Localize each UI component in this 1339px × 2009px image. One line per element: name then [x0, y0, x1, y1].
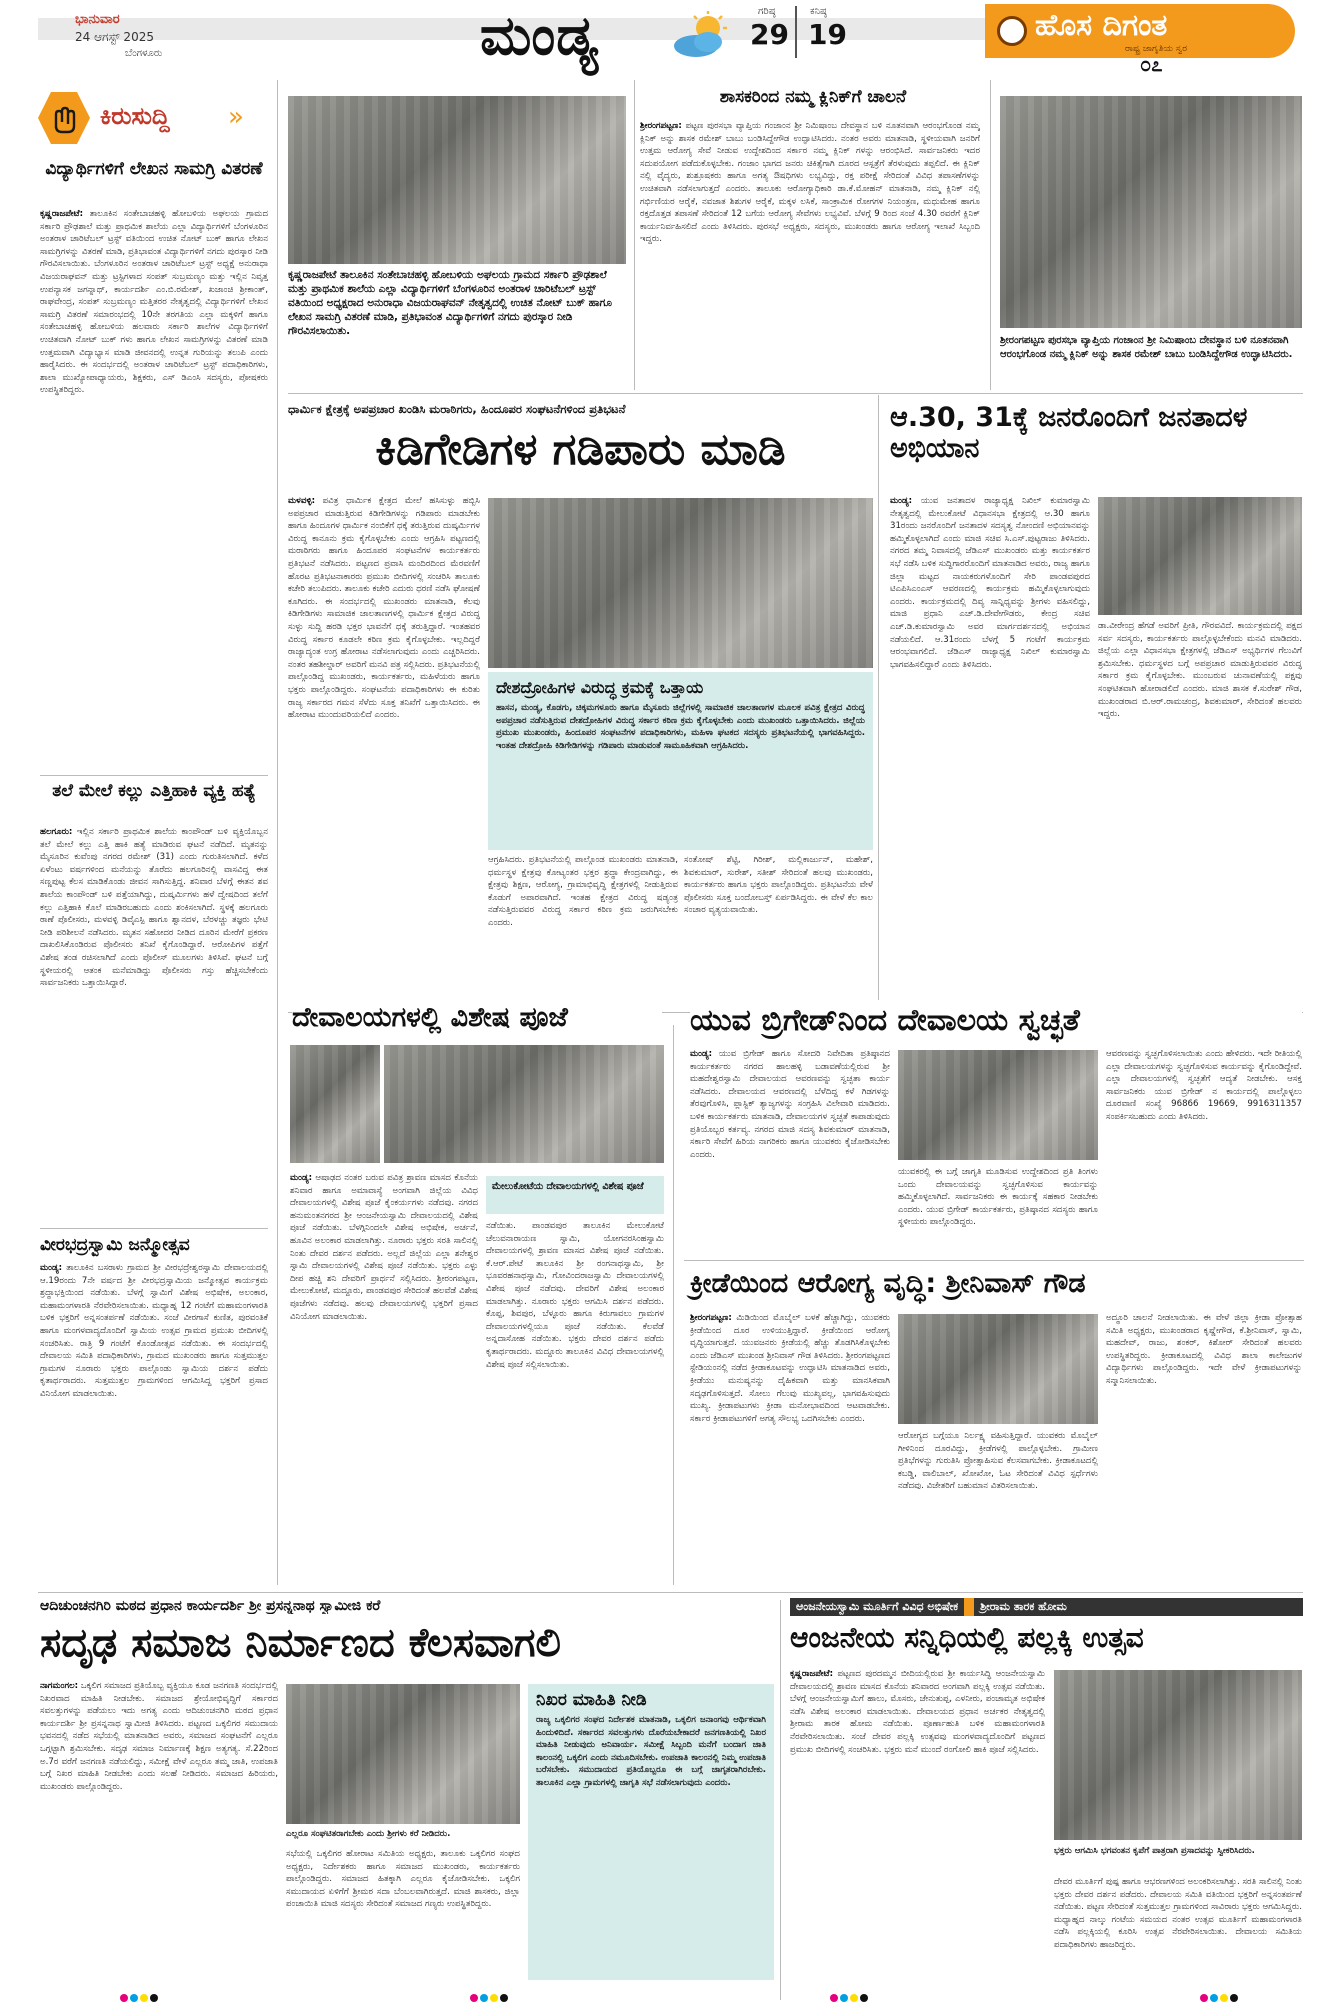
protest-box-body: ಹಾಸನ, ಮಂಡ್ಯ, ಕೊಡಗು, ಚಿಕ್ಕಮಗಳೂರು ಹಾಗೂ ಮೈಸೂರು ಜಿಲ್ಲೆಗಳಲ್ಲಿ ಸಾಮಾಜಿಕ ಜಾಲತಾಣಗಳ ಮೂಲಕ ಪವಿತ್ರ ಕ್ಷೇತ್ರದ ವಿರುದ್ಧ ಅಪಪ್ರಚಾರ ನಡೆಸುತ್ತಿರುವ ದೇಶದ್ರೋಹಿಗಳ ವಿರುದ್ಧ ಸರ್ಕಾರ ಕಠಿಣ ಕ್ರಮ ಕೈಗೊಳ್ಳಬೇಕು ಎಂದು ಮುಖಂಡರು ಒತ್ತಾಯಿಸಿದರು. ಜಿಲ್ಲೆಯ ಪ್ರಮುಖ ಮುಖಂಡರು, ಹಿಂದೂಪರ ಸಂಘಟನೆಗಳ ಪದಾಧಿಕಾರಿಗಳು, ಮಹಿಳಾ ಘಟಕದ ಸದಸ್ಯರು ಪ್ರತಿಭಟನೆಯಲ್ಲಿ ಭಾಗವಹಿಸಿದ್ದರು. ಇಂತಹ ದೇಶದ್ರೋಹಿ ಕಿಡಿಗೇಡಿಗಳನ್ನು ಗಡಿಪಾರು ಮಾಡುವಂತೆ ಸಾಮೂಹಿಕವಾಗಿ ಆಗ್ರಹಿಸಿದರು. — [496, 703, 865, 751]
swamiji-box-body: ರಾಜ್ಯ ಒಕ್ಕಲಿಗರ ಸಂಘದ ನಿರ್ದೇಶಕ ಮಾತನಾಡಿ, ಒಕ್ಕಲಿಗ ಜನಾಂಗವು ಆರ್ಥಿಕವಾಗಿ ಹಿಂದುಳಿದಿದೆ. ಸರ್ಕಾರದ ಸವಲತ್ತುಗಳು ದೊರೆಯಬೇಕಾದರೆ ಜನಗಣತಿಯಲ್ಲಿ ನಿಖರ ಮಾಹಿತಿ ನೀಡುವುದು ಅನಿವಾರ್ಯ. ಸಮೀಕ್ಷೆ ಸಿಬ್ಬಂದಿ ಮನೆಗೆ ಬಂದಾಗ ಜಾತಿ ಕಾಲಂನಲ್ಲಿ ಒಕ್ಕಲಿಗ ಎಂದು ನಮೂದಿಸಬೇಕು. ಉಪಜಾತಿ ಕಾಲಂನಲ್ಲಿ ನಿಮ್ಮ ಉಪಜಾತಿ ಬರೆಸಬೇಕು. ಸಮುದಾಯದ ಪ್ರತಿಯೊಬ್ಬರೂ ಈ ಬಗ್ಗೆ ಜಾಗೃತರಾಗಿರಬೇಕು. ತಾಲೂಕಿನ ಎಲ್ಲಾ ಗ್ರಾಮಗಳಲ್ಲಿ ಜಾಗೃತಿ ಸಭೆ ನಡೆಸಲಾಗುವುದು ಎಂದರು. — [536, 1715, 766, 1788]
sports-body-3: ಅದ್ಧೂರಿ ಚಾಲನೆ ನೀಡಲಾಯಿತು. ಈ ವೇಳೆ ಜಿಲ್ಲಾ ಕ್ರೀಡಾ ಪ್ರೋತ್ಸಾಹ ಸಮಿತಿ ಅಧ್ಯಕ್ಷರು, ಮುಖಂಡರಾದ ಕೃಷ್ಣೇಗೌಡ, ಕೆ.ಶ್ರೀನಿವಾಸ್, ಸ್ವಾಮಿ, ಮಹದೇವ್, ರಾಜು, ಶಂಕರ್, ಕಿಶೋರ್ ಸೇರಿದಂತೆ ಹಲವರು ಉಪಸ್ಥಿತರಿದ್ದರು. ಕ್ರೀಡಾಕೂಟದಲ್ಲಿ ವಿವಿಧ ಶಾಲಾ ಕಾಲೇಜುಗಳ ವಿದ್ಯಾರ್ಥಿಗಳು ಪಾಲ್ಗೊಂಡಿದ್ದರು. ಇದೇ ವೇಳೆ ಕ್ರೀಡಾಪಟುಗಳನ್ನು ಸನ್ಮಾನಿಸಲಾಯಿತು. — [1106, 1313, 1302, 1386]
palanquin-headline: ಆಂಜನೇಯ ಸನ್ನಿಧಿಯಲ್ಲಿ ಪಲ್ಲಕ್ಕಿ ಉತ್ಸವ — [790, 1621, 1144, 1654]
col1-story3-headline: ವೀರಭದ್ರಸ್ವಾಮಿ ಜನ್ಮೋತ್ಸವ — [40, 1235, 190, 1255]
col1-story1-body: ಕೃಷ್ಣರಾಜಪೇಟೆ: ತಾಲೂಕಿನ ಸಂತೇಬಾಚಹಳ್ಳಿ ಹೋಬಳಿಯ ಅಘಲಯ ಗ್ರಾಮದ ಸರ್ಕಾರಿ ಪ್ರೌಢಶಾಲೆ ಮತ್ತು ಪ್ರಾಥಮಿಕ ಶಾಲೆಯ ಎಲ್ಲಾ ವಿದ್ಯಾರ್ಥಿಗಳಿಗೆ ಬೆಂಗಳೂರಿನ ಅಂತರಾಳ ಚಾರಿಟೆಬಲ್ ಟ್ರಸ್ಟ್ ವತಿಯಿಂದ ಉಚಿತ ನೋಟ್ ಬುಕ್ ಹಾಗೂ ಲೇಖನ ಸಾಮಗ್ರಿಗಳನ್ನು ವಿತರಣೆ ಮಾಡಿ, ಪ್ರತಿಭಾವಂತ ವಿದ್ಯಾರ್ಥಿಗಳಿಗೆ ನಗದು ಪುರಸ್ಕಾರ ನೀಡಿ ಗೌರವಿಸಲಾಯಿತು. ಬೆಂಗಳೂರಿನ ಅಂತರಾಳ ಚಾರಿಟೆಬಲ್ ಟ್ರಸ್ಟ್ ಅಧ್ಯಕ್ಷೆ ಅನುರಾಧಾ ವಿಜಯರಾಘವನ್ ಮತ್ತು ಟ್ರಸ್ಟಿಗಳಾದ ಸಂಪತ್ ಸುಬ್ರಮಣ್ಯಂ ಮತ್ತು ಇಲ್ಲಿನ ನಿವೃತ್ತ ಉಪನ್ಯಾಸಕ ಜಗನ್ನಾಥ್, ಕಾರ್ಯದರ್ಶಿ ಎಂ.ಬಿ.ರಮೇಶ್, ಖಜಾಂಚಿ ಶ್ರೀಕಾಂತ್, ರಾಘವೇಂದ್ರ, ಸಂಪತ್ ಸುಬ್ರಮಣ್ಯಂ ಮತ್ತಿತರರ ನೇತೃತ್ವದಲ್ಲಿ ವಿದ್ಯಾರ್ಥಿಗಳಿಗೆ ಲೇಖನ ಸಾಮಗ್ರಿ ವಿತರಣೆ ಸಮಾರಂಭದಲ್ಲಿ 10ನೇ ತರಗತಿಯ ಎಲ್ಲಾ ಮಕ್ಕಳಿಗೆ ಹಾಗೂ ಸಂತೇಬಾಚಹಳ್ಳಿ ಹೋಬಳಿಯ ಹಲವಾರು ಸರ್ಕಾರಿ ಶಾಲೆಗಳ ವಿದ್ಯಾರ್ಥಿಗಳಿಗೆ ಉಚಿತವಾಗಿ ನೋಟ್ ಬುಕ್ ಗಳು ಹಾಗೂ ಲೇಖನ ಸಾಮಗ್ರಿಗಳನ್ನು ವಿತರಣೆ ಮಾಡಿ ಉತ್ತಮವಾಗಿ ವಿದ್ಯಾಭ್ಯಾಸ ಮಾಡಿ ಜೀವನದಲ್ಲಿ ಉನ್ನತ ಗುರಿಯನ್ನು ತಲುಪಿ ಎಂದು ಹಾರೈಸಿದರು. ಈ ಸಂದರ್ಭದಲ್ಲಿ ಅಂತರಾಳ ಚಾರಿಟೆಬಲ್ ಟ್ರಸ್ಟ್ ಪದಾಧಿಕಾರಿಗಳು, ಶಾಲಾ ಮುಖ್ಯೋಪಾಧ್ಯಾಯರು, ಶಿಕ್ಷಕರು, ಎಸ್ ಡಿಎಂಸಿ ಸದಸ್ಯರು, ಪೋಷಕರು ಉಪಸ್ಥಿತರಿದ್ದರು. — [40, 209, 268, 396]
kirusuddi-title: ಕಿರುಸುದ್ದಿ — [100, 102, 170, 130]
jds-body-2: ಡಾ.ವೀರೇಂದ್ರ ಹೆಗಡೆ ಅವರಿಗೆ ಪ್ರೀತಿ, ಗೌರವವಿದೆ. ಕಾರ್ಯಕ್ರಮದಲ್ಲಿ ಪಕ್ಷದ ಸರ್ವ ಸದಸ್ಯರು, ಕಾರ್ಯಕರ್ತರು ಪಾಲ್ಗೊಳ್ಳಬೇಕೆಂದು ಮನವಿ ಮಾಡಿದರು. ಜಿಲ್ಲೆಯ ಎಲ್ಲಾ ವಿಧಾನಸಭಾ ಕ್ಷೇತ್ರಗಳಲ್ಲಿ ಜೆಡಿಎಸ್ ಅಭ್ಯರ್ಥಿಗಳ ಗೆಲುವಿಗೆ ಶ್ರಮಿಸಬೇಕು. ಧರ್ಮಸ್ಥಳದ ಬಗ್ಗೆ ಅಪಪ್ರಚಾರ ಮಾಡುತ್ತಿರುವವರ ವಿರುದ್ಧ ಸರ್ಕಾರ ಕ್ರಮ ಕೈಗೊಳ್ಳಬೇಕು. ಮುಂಬರುವ ಚುನಾವಣೆಯಲ್ಲಿ ಪಕ್ಷವು ಸಂಘಟಿತವಾಗಿ ಹೋರಾಡಲಿದೆ ಎಂದರು. ಮಾಜಿ ಶಾಸಕ ಕೆ.ಸುರೇಶ್ ಗೌಡ, ಮುಖಂಡರಾದ ಬಿ.ಆರ್.ರಾಮಚಂದ್ರ, ಶಿವಕುಮಾರ್, ಸೇರಿದಂತೆ ಹಲವರು ಇದ್ದರು. — [1098, 621, 1302, 720]
chevrons-icon: » — [228, 102, 244, 132]
registration-marks-3 — [830, 1994, 868, 2002]
jds-body: ಮಂಡ್ಯ: ಯುವ ಜನತಾದಳ ರಾಜ್ಯಾಧ್ಯಕ್ಷ ನಿಖಿಲ್ ಕುಮಾರಸ್ವಾಮಿ ನೇತೃತ್ವದಲ್ಲಿ ಮೇಲುಕೋಟೆ ವಿಧಾನಸಭಾ ಕ್ಷೇತ್ರದಲ್ಲಿ ಆ.30 ಹಾಗೂ 31ರಂದು ಜನರೊಂದಿಗೆ ಜನತಾದಳ ಸದಸ್ಯತ್ವ ನೋಂದಣಿ ಅಭಿಯಾನವನ್ನು ಹಮ್ಮಿಕೊಳ್ಳಲಾಗಿದೆ ಎಂದು ಮಾಜಿ ಸಚಿವ ಸಿ.ಎಸ್.ಪುಟ್ಟರಾಜು ತಿಳಿಸಿದರು. ನಗರದ ತಮ್ಮ ನಿವಾಸದಲ್ಲಿ ಜೆಡಿಎಸ್ ಮುಖಂಡರು ಮತ್ತು ಕಾರ್ಯಕರ್ತರ ಸಭೆ ನಡೆಸಿ ಬಳಿಕ ಸುದ್ದಿಗಾರರೊಂದಿಗೆ ಮಾತನಾಡಿದ ಅವರು, ರಾಜ್ಯ ಹಾಗೂ ಜಿಲ್ಲಾ ಮಟ್ಟದ ನಾಯಕರುಗಳೊಂದಿಗೆ ಸೇರಿ ಪಾಂಡವಪುರದ ಟಿಎಪಿಸಿಎಂಎಸ್ ಆವರಣದಲ್ಲಿ ಕಾರ್ಯಕ್ರಮ ಹಮ್ಮಿಕೊಳ್ಳಲಾಗುವುದು ಎಂದರು. ಕಾರ್ಯಕ್ರಮದಲ್ಲಿ ದಿವ್ಯ ಸಾನ್ನಿಧ್ಯವನ್ನು ಶ್ರೀಗಳು ವಹಿಸಲಿದ್ದು, ಮಾಜಿ ಪ್ರಧಾನಿ ಎಚ್.ಡಿ.ದೇವೇಗೌಡರು, ಕೇಂದ್ರ ಸಚಿವ ಎಚ್.ಡಿ.ಕುಮಾರಸ್ವಾಮಿ ಅವರ ಮಾರ್ಗದರ್ಶನದಲ್ಲಿ ಅಭಿಯಾನ ನಡೆಯಲಿದೆ. ಆ.31ರಂದು ಬೆಳಗ್ಗೆ 5 ಗಂಟೆಗೆ ಕಾರ್ಯಕ್ರಮ ಆರಂಭವಾಗಲಿದೆ. ಜೆಡಿಎಸ್ ರಾಜ್ಯಾಧ್ಯಕ್ಷ ನಿಖಿಲ್ ಕುಮಾರಸ್ವಾಮಿ ಭಾಗವಹಿಸಲಿದ್ದಾರೆ ಎಂದು ತಿಳಿಸಿದರು. — [890, 496, 1090, 670]
protest-body-2: ಆಗ್ರಹಿಸಿದರು. ಪ್ರತಿಭಟನೆಯಲ್ಲಿ ಪಾಲ್ಗೊಂಡ ಮುಖಂಡರು ಮಾತನಾಡಿ, ಧರ್ಮಸ್ಥಳ ಕ್ಷೇತ್ರವು ಕೋಟ್ಯಂತರ ಭಕ್ತರ ಶ್ರದ್ಧಾ ಕೇಂದ್ರವಾಗಿದ್ದು, ಈ ಕ್ಷೇತ್ರವು ಶಿಕ್ಷಣ, ಆರೋಗ್ಯ, ಗ್ರಾಮಾಭಿವೃದ್ಧಿ ಕ್ಷೇತ್ರಗಳಲ್ಲಿ ನೀಡುತ್ತಿರುವ ಕೊಡುಗೆ ಅಪಾರವಾಗಿದೆ. ಇಂತಹ ಕ್ಷೇತ್ರದ ವಿರುದ್ಧ ಷಡ್ಯಂತ್ರ ನಡೆಸುತ್ತಿರುವವರ ವಿರುದ್ಧ ಸರ್ಕಾರ ಕಠಿಣ ಕ್ರಮ ಜರುಗಿಸಬೇಕು ಎಂದರು. — [488, 855, 678, 928]
registration-marks-4 — [1200, 1994, 1238, 2002]
paper-logo — [985, 4, 1295, 58]
logo-emblem-icon — [997, 16, 1027, 46]
protest-kicker: ಧಾರ್ಮಿಕ ಕ್ಷೇತ್ರಕ್ಕೆ ಅಪಪ್ರಚಾರ ಖಂಡಿಸಿ ಮರಾಠಿಗರು, ಹಿಂದೂಪರ ಸಂಘಟನೆಗಳಿಂದ ಪ್ರತಿಭಟನೆ — [288, 402, 626, 416]
protest-headline: ಕಿಡಿಗೇಡಿಗಳ ಗಡಿಪಾರು ಮಾಡಿ — [375, 424, 786, 475]
pooja-photo-1 — [290, 1045, 380, 1163]
temp-max-label: ಗರಿಷ್ಠ — [758, 6, 776, 17]
col1-story2-body: ಹಲಗೂರು: ಇಲ್ಲಿನ ಸರ್ಕಾರಿ ಪ್ರಾಥಮಿಕ ಶಾಲೆಯ ಕಾಂಪೌಂಡ್ ಬಳಿ ವ್ಯಕ್ತಿಯೊಬ್ಬನ ತಲೆ ಮೇಲೆ ಕಲ್ಲು ಎತ್ತಿ ಹಾಕಿ ಹತ್ಯೆ ಮಾಡಿರುವ ಘಟನೆ ನಡೆದಿದೆ. ಮೃತನನ್ನು ಮೈಸೂರಿನ ಕುವೆಂಪು ನಗರದ ರಮೇಶ್ (31) ಎಂದು ಗುರುತಿಸಲಾಗಿದೆ. ಕಳೆದ ಏಳೆಂಟು ವರ್ಷಗಳಿಂದ ಮನೆಯನ್ನು ತೊರೆದು ಹಲಗೂರಿನಲ್ಲಿ ವಾಸವಿದ್ದ ಈತ ಸಣ್ಣಪುಟ್ಟ ಕೆಲಸ ಮಾಡಿಕೊಂಡು ಜೀವನ ಸಾಗಿಸುತ್ತಿದ್ದ. ಶನಿವಾರ ಬೆಳಗ್ಗೆ ಈತನ ಶವ ಶಾಲೆಯ ಕಾಂಪೌಂಡ್ ಬಳಿ ಪತ್ತೆಯಾಗಿದ್ದು, ದುಷ್ಕರ್ಮಿಗಳು ಹಳೆ ದ್ವೇಷದಿಂದ ತಲೆಗೆ ಕಲ್ಲು ಎತ್ತಿಹಾಕಿ ಕೊಲೆ ಮಾಡಿರಬಹುದು ಎಂದು ಶಂಕಿಸಲಾಗಿದೆ. ಸ್ಥಳಕ್ಕೆ ಹಲಗೂರು ಠಾಣೆ ಪೊಲೀಸರು, ಮಳವಳ್ಳಿ ಡಿವೈಎಸ್ಪಿ ಹಾಗೂ ಶ್ವಾನದಳ, ಬೆರಳಚ್ಚು ತಜ್ಞರು ಭೇಟಿ ನೀಡಿ ಪರಿಶೀಲನೆ ನಡೆಸಿದರು. ಮೃತನ ಸಹೋದರ ನೀಡಿದ ದೂರಿನ ಮೇರೆಗೆ ಪ್ರಕರಣ ದಾಖಲಿಸಿಕೊಂಡಿರುವ ಪೊಲೀಸರು ತನಿಖೆ ಕೈಗೊಂಡಿದ್ದಾರೆ. ಆರೋಪಿಗಳ ಪತ್ತೆಗೆ ವಿಶೇಷ ತಂಡ ರಚಿಸಲಾಗಿದೆ ಎಂದು ಪೊಲೀಸ್ ಮೂಲಗಳು ತಿಳಿಸಿವೆ. ಘಟನೆ ಬಗ್ಗೆ ಸ್ಥಳೀಯರಲ್ಲಿ ಆತಂಕ ಮನೆಮಾಡಿದ್ದು ಪೊಲೀಸರು ಗಸ್ತು ಹೆಚ್ಚಿಸಬೇಕೆಂದು ಸಾರ್ವಜನಿಕರು ಒತ್ತಾಯಿಸಿದ್ದಾರೆ. — [40, 827, 268, 989]
weather-icon — [670, 10, 732, 62]
kirusuddi-logo — [38, 90, 258, 146]
swamiji-box-title: ನಿಖರ ಮಾಹಿತಿ ನೀಡಿ — [536, 1690, 647, 1710]
clinic-headline: ಶಾಸಕರಿಂದ ನಮ್ಮ ಕ್ಲಿನಿಕ್‌ಗೆ ಚಾಲನೆ — [719, 87, 907, 107]
temp-max: 29 — [750, 18, 789, 51]
registration-marks-2 — [470, 1994, 508, 2002]
palanquin-caption: ಭಕ್ತರು ಆಗಮಿಸಿ ಭಗವಂತನ ಕೃಪೆಗೆ ಪಾತ್ರರಾಗಿ ಪ್ರಸಾದವನ್ನು ಸ್ವೀಕರಿಸಿದರು. — [1054, 1846, 1255, 1856]
sports-headline: ಕ್ರೀಡೆಯಿಂದ ಆರೋಗ್ಯ ವೃದ್ಧಿ: ಶ್ರೀನಿವಾಸ್ ಗೌಡ — [690, 1268, 1086, 1299]
issue-date: 24 ಆಗಸ್ಟ್ 2025 — [75, 30, 154, 44]
palanquin-body-2: ದೇವರ ಮೂರ್ತಿಗೆ ಪುಷ್ಪ ಹಾಗೂ ಆಭರಣಗಳಿಂದ ಅಲಂಕರಿಸಲಾಗಿತ್ತು. ಸರತಿ ಸಾಲಿನಲ್ಲಿ ನಿಂತು ಭಕ್ತರು ದೇವರ ದರ್ಶನ ಪಡೆದರು. ದೇವಾಲಯ ಸಮಿತಿ ವತಿಯಿಂದ ಭಕ್ತರಿಗೆ ಅನ್ನಸಂತರ್ಪಣೆ ನಡೆಯಿತು. ಪಟ್ಟಣ ಸೇರಿದಂತೆ ಸುತ್ತಮುತ್ತಲ ಗ್ರಾಮಗಳಿಂದ ಸಾವಿರಾರು ಭಕ್ತರು ಆಗಮಿಸಿದ್ದರು. ಮಧ್ಯಾಹ್ನದ ನಾಲ್ಕು ಗಂಟೆಯ ಸಮಯದ ನಂತರ ಉತ್ಸವ ಮೂರ್ತಿಗೆ ಮಹಾಮಂಗಳಾರತಿ ನಡೆಸಿ ಪಲ್ಲಕ್ಕಿಯಲ್ಲಿ ಕೂರಿಸಿ ಉತ್ಸವ ನೆರವೇರಿಸಲಾಯಿತು. ದೇವಾಲಯ ಸಮಿತಿಯ ಪದಾಧಿಕಾರಿಗಳು ಹಾಜರಿದ್ದರು. — [1054, 1877, 1302, 1950]
jds-photo — [1098, 497, 1302, 615]
palanquin-kicker-bar — [790, 1598, 1303, 1616]
palanquin-body: ಕೃಷ್ಣರಾಜಪೇಟೆ: ಪಟ್ಟಣದ ಪುರದಮ್ಮನ ಬೀದಿಯಲ್ಲಿರುವ ಶ್ರೀ ಕಾರ್ಯಸಿದ್ಧಿ ಆಂಜನೇಯಸ್ವಾಮಿ ದೇವಾಲಯದಲ್ಲಿ ಶ್ರಾವಣ ಮಾಸದ ಕೊನೆಯ ಶನಿವಾರದ ಅಂಗವಾಗಿ ಪಲ್ಲಕ್ಕಿ ಉತ್ಸವ ನಡೆಯಿತು. ಬೆಳಗ್ಗೆ ಆಂಜನೇಯಸ್ವಾಮಿಗೆ ಹಾಲು, ಮೊಸರು, ಜೇನುತುಪ್ಪ, ಎಳನೀರು, ಪಂಚಾಮೃತ ಅಭಿಷೇಕ ನಡೆಸಿ ವಿಶೇಷ ಅಲಂಕಾರ ಮಾಡಲಾಯಿತು. ದೇವಾಲಯದ ಪ್ರಧಾನ ಅರ್ಚಕರ ನೇತೃತ್ವದಲ್ಲಿ ಶ್ರೀರಾಮ ತಾರಕ ಹೋಮ ನಡೆಯಿತು. ಪೂರ್ಣಾಹುತಿ ಬಳಿಕ ಮಹಾಮಂಗಳಾರತಿ ನೆರವೇರಿಸಲಾಯಿತು. ಸಂಜೆ ದೇವರ ಪಲ್ಲಕ್ಕಿ ಉತ್ಸವವು ಮಂಗಳವಾದ್ಯದೊಂದಿಗೆ ಪಟ್ಟಣದ ಪ್ರಮುಖ ಬೀದಿಗಳಲ್ಲಿ ಸಂಚರಿಸಿತು. ಭಕ್ತರು ಮನೆ ಮುಂದೆ ರಂಗೋಲಿ ಹಾಕಿ ಪೂಜೆ ಸಲ್ಲಿಸಿದರು. — [790, 1669, 1045, 1755]
col1-story2-headline: ತಲೆ ಮೇಲೆ ಕಲ್ಲು ಎತ್ತಿಹಾಕಿ ವ್ಯಕ್ತಿ ಹತ್ಯೆ — [52, 781, 256, 801]
pooja-box-title: ಮೇಲುಕೋಟೆಯ ದೇವಾಲಯಗಳಲ್ಲಿ ವಿಶೇಷ ಪೂಜೆ — [492, 1181, 644, 1192]
mla-caption: ಶ್ರೀರಂಗಪಟ್ಟಣ ಪುರಸಭಾ ವ್ಯಾಪ್ತಿಯ ಗಂಜಾಂನ ಶ್ರೀ ನಿಮಿಷಾಂಬ ದೇವಸ್ಥಾನ ಬಳಿ ನೂತನವಾಗಿ ಆರಂಭಗೊಂಡ ನಮ್ಮ ಕ್ಲಿನಿಕ್ ಅನ್ನು ಶಾಸಕ ರಮೇಶ್ ಬಾಬು ಬಂಡಿಸಿದ್ದೇಗೌಡ ಉದ್ಘಾಟಿಸಿದರು. — [1000, 335, 1293, 360]
swamiji-photo — [286, 1684, 520, 1824]
swamiji-body-2: ಸಭೆಯಲ್ಲಿ ಒಕ್ಕಲಿಗರ ಹೋರಾಟ ಸಮಿತಿಯ ಅಧ್ಯಕ್ಷರು, ತಾಲೂಕು ಒಕ್ಕಲಿಗರ ಸಂಘದ ಅಧ್ಯಕ್ಷರು, ನಿರ್ದೇಶಕರು ಹಾಗೂ ಸಮಾಜದ ಮುಖಂಡರು, ಕಾರ್ಯಕರ್ತರು ಪಾಲ್ಗೊಂಡಿದ್ದರು. ಸಮಾಜದ ಹಿತಕ್ಕಾಗಿ ಎಲ್ಲರೂ ಕೈಜೋಡಿಸಬೇಕು. ಒಕ್ಕಲಿಗ ಸಮುದಾಯದ ಏಳಿಗೆಗೆ ಶ್ರೀಮಠ ಸದಾ ಬೆಂಬಲವಾಗಿರುತ್ತದೆ. ಮಾಜಿ ಶಾಸಕರು, ಜಿಲ್ಲಾ ಪಂಚಾಯಿತಿ ಮಾಜಿ ಸದಸ್ಯರು ಸೇರಿದಂತೆ ಸಮಾಜದ ಗಣ್ಯರು ಉಪಸ್ಥಿತರಿದ್ದರು. — [286, 1849, 520, 1910]
registration-marks-1 — [120, 1994, 158, 2002]
youth-body-3: ಆವರಣವನ್ನು ಸ್ವಚ್ಛಗೊಳಿಸಲಾಯಿತು ಎಂದು ಹೇಳಿದರು. ಇದೇ ರೀತಿಯಲ್ಲಿ ಎಲ್ಲಾ ದೇವಾಲಯಗಳನ್ನು ಸ್ವಚ್ಛಗೊಳಿಸುವ ಕಾರ್ಯವನ್ನು ಕೈಗೊಂಡಿದ್ದೇವೆ. ಎಲ್ಲಾ ದೇವಾಲಯಗಳಲ್ಲಿ ಸ್ವಚ್ಛತೆಗೆ ಆದ್ಯತೆ ನೀಡಬೇಕು. ಆಸಕ್ತ ಸಾರ್ವಜನಿಕರು ಯುವ ಬ್ರಿಗೇಡ್ ನ ಕಾರ್ಯದಲ್ಲಿ ಪಾಲ್ಗೊಳ್ಳಲು ದೂರವಾಣಿ ಸಂಖ್ಯೆ 96866 19669, 9916311357 ಸಂಪರ್ಕಿಸಬಹುದು ಎಂದು ತಿಳಿಸಿದರು. — [1106, 1049, 1302, 1122]
paper-name: ಹೊಸ ದಿಗಂತ — [1035, 8, 1168, 43]
swamiji-caption: ಎಲ್ಲರೂ ಸಂಘಟಿತರಾಗಬೇಕು ಎಂದು ಶ್ರೀಗಳು ಕರೆ ನೀಡಿದರು. — [286, 1829, 451, 1839]
palanquin-kicker-left: ಆಂಜನೇಯಸ್ವಾಮಿ ಮೂರ್ತಿಗೆ ವಿವಿಧ ಅಭಿಷೇಕ — [796, 1600, 959, 1613]
swamiji-box — [528, 1684, 774, 1980]
pooja-body-2: ನಡೆಯಿತು. ಪಾಂಡವಪುರ ತಾಲೂಕಿನ ಮೇಲುಕೋಟೆ ಚೆಲುವನಾರಾಯಣ ಸ್ವಾಮಿ, ಯೋಗನರಸಿಂಹಸ್ವಾಮಿ ದೇವಾಲಯಗಳಲ್ಲಿ ಶ್ರಾವಣ ಮಾಸದ ವಿಶೇಷ ಪೂಜೆ ನಡೆಯಿತು. ಕೆ.ಆರ್.ಪೇಟೆ ತಾಲೂಕಿನ ಶ್ರೀ ರಂಗನಾಥಸ್ವಾಮಿ, ಶ್ರೀ ಭೂವರಹನಾಥಸ್ವಾಮಿ, ಗೋವಿಂದರಾಜಸ್ವಾಮಿ ದೇವಾಲಯಗಳಲ್ಲಿ ವಿಶೇಷ ಪೂಜೆ ನಡೆದವು. ದೇವರಿಗೆ ವಿಶೇಷ ಅಲಂಕಾರ ಮಾಡಲಾಗಿತ್ತು. ನೂರಾರು ಭಕ್ತರು ಆಗಮಿಸಿ ದರ್ಶನ ಪಡೆದರು. ಕೊಪ್ಪ, ಶಿವಪುರ, ಬೆಳ್ಳೂರು ಹಾಗೂ ಕಿರುಗಾವಲು ಗ್ರಾಮಗಳ ದೇವಾಲಯಗಳಲ್ಲಿಯೂ ಪೂಜೆ ನಡೆಯಿತು. ಕೆಲವೆಡೆ ಅನ್ನದಾಸೋಹ ನಡೆಯಿತು. ಭಕ್ತರು ದೇವರ ದರ್ಶನ ಪಡೆದು ಕೃತಾರ್ಥರಾದರು. ಮದ್ದೂರು ತಾಲೂಕಿನ ವಿವಿಧ ದೇವಾಲಯಗಳಲ್ಲಿ ವಿಶೇಷ ಪೂಜೆ ಸಲ್ಲಿಸಲಾಯಿತು. — [486, 1221, 664, 1370]
swamiji-body: ನಾಗಮಂಗಲ: ಒಕ್ಕಲಿಗ ಸಮಾಜದ ಪ್ರತಿಯೊಬ್ಬ ವ್ಯಕ್ತಿಯೂ ಕೂಡ ಜನಗಣತಿ ಸಂದರ್ಭದಲ್ಲಿ ನಿಖರವಾದ ಮಾಹಿತಿ ನೀಡಬೇಕು. ಸಮಾಜದ ಶ್ರೇಯೋಭಿವೃದ್ಧಿಗೆ ಸರ್ಕಾರದ ಸವಲತ್ತುಗಳನ್ನು ಪಡೆಯಲು ಇದು ಅಗತ್ಯ ಎಂದು ಆದಿಚುಂಚನಗಿರಿ ಮಠದ ಪ್ರಧಾನ ಕಾರ್ಯದರ್ಶಿ ಶ್ರೀ ಪ್ರಸನ್ನನಾಥ ಸ್ವಾಮೀಜಿ ತಿಳಿಸಿದರು. ಪಟ್ಟಣದ ಒಕ್ಕಲಿಗರ ಸಮುದಾಯ ಭವನದಲ್ಲಿ ನಡೆದ ಸಭೆಯಲ್ಲಿ ಮಾತನಾಡಿದ ಅವರು, ಸಮಾಜದ ಸಂಘಟನೆಗೆ ಎಲ್ಲರೂ ಒಗ್ಗಟ್ಟಾಗಿ ಶ್ರಮಿಸಬೇಕು. ಸದೃಢ ಸಮಾಜ ನಿರ್ಮಾಣಕ್ಕೆ ಶಿಕ್ಷಣ ಅತ್ಯಗತ್ಯ. ಸೆ.22ರಿಂದ ಅ.7ರ ವರೆಗೆ ಜನಗಣತಿ ನಡೆಯಲಿದ್ದು, ಸಮೀಕ್ಷೆ ವೇಳೆ ಎಲ್ಲರೂ ತಮ್ಮ ಜಾತಿ, ಉಪಜಾತಿ ಬಗ್ಗೆ ನಿಖರ ಮಾಹಿತಿ ನೀಡಬೇಕು ಎಂದು ಸಲಹೆ ನೀಡಿದರು. ಸಮಾಜದ ಹಿರಿಯರು, ಮುಖಂಡರು ಪಾಲ್ಗೊಂಡಿದ್ದರು. — [40, 1681, 278, 1792]
temp-min: 19 — [808, 18, 847, 51]
palanquin-photo — [1054, 1670, 1302, 1840]
page-number: ೦೭ — [1140, 52, 1163, 76]
masthead — [0, 0, 1339, 76]
protest-box-title: ದೇಶದ್ರೋಹಿಗಳ ವಿರುದ್ಧ ಕ್ರಮಕ್ಕೆ ಒತ್ತಾಯ — [496, 678, 704, 697]
temp-min-label: ಕನಿಷ್ಠ — [810, 6, 827, 17]
pooja-body: ಮಂಡ್ಯ: ಆಷಾಢದ ನಂತರ ಬರುವ ಪವಿತ್ರ ಶ್ರಾವಣ ಮಾಸದ ಕೊನೆಯ ಶನಿವಾರ ಹಾಗೂ ಅಮಾವಾಸ್ಯೆ ಅಂಗವಾಗಿ ಜಿಲ್ಲೆಯ ವಿವಿಧ ದೇವಾಲಯಗಳಲ್ಲಿ ವಿಶೇಷ ಪೂಜೆ ಕೈಂಕರ್ಯಗಳು ನಡೆದವು. ನಗರದ ಹನುಮಂತನಗರದ ಶ್ರೀ ಆಂಜನೇಯಸ್ವಾಮಿ ದೇವಾಲಯದಲ್ಲಿ ವಿಶೇಷ ಪೂಜೆ ನಡೆಯಿತು. ಬೆಳಗ್ಗಿನಿಂದಲೇ ವಿಶೇಷ ಅಭಿಷೇಕ, ಅರ್ಚನೆ, ಹೂವಿನ ಅಲಂಕಾರ ಮಾಡಲಾಗಿತ್ತು. ನೂರಾರು ಭಕ್ತರು ಸರತಿ ಸಾಲಿನಲ್ಲಿ ನಿಂತು ದೇವರ ದರ್ಶನ ಪಡೆದರು. ಅಲ್ಲದೆ ಜಿಲ್ಲೆಯ ಎಲ್ಲಾ ಶನೇಶ್ವರ ಸ್ವಾಮಿ ದೇವಾಲಯಗಳಲ್ಲಿ ವಿಶೇಷ ಪೂಜೆ ನಡೆಯಿತು. ಭಕ್ತರು ಎಳ್ಳು ದೀಪ ಹಚ್ಚಿ ಶನಿ ದೇವರಿಗೆ ಪ್ರಾರ್ಥನೆ ಸಲ್ಲಿಸಿದರು. ಶ್ರೀರಂಗಪಟ್ಟಣ, ಮೇಲುಕೋಟೆ, ಮದ್ದೂರು, ಪಾಂಡವಪುರ ಸೇರಿದಂತೆ ಹಲವೆಡೆ ವಿಶೇಷ ಪೂಜೆಗಳು ನಡೆದವು. ಹಲವು ದೇವಾಲಯಗಳಲ್ಲಿ ಭಕ್ತರಿಗೆ ಪ್ರಸಾದ ವಿನಿಯೋಗ ಮಾಡಲಾಯಿತು. — [290, 1173, 478, 1322]
sports-body: ಶ್ರೀರಂಗಪಟ್ಟಣ: ಮಿಡಿಯಿಂದ ಮೊಬೈಲ್ ಬಳಕೆ ಹೆಚ್ಚಾಗಿದ್ದು, ಯುವಕರು ಕ್ರೀಡೆಯಿಂದ ದೂರ ಉಳಿಯುತ್ತಿದ್ದಾರೆ. ಕ್ರೀಡೆಯಿಂದ ಆರೋಗ್ಯ ವೃದ್ಧಿಯಾಗುತ್ತದೆ. ಯುವಜನರು ಕ್ರೀಡೆಯಲ್ಲಿ ಹೆಚ್ಚು ತೊಡಗಿಸಿಕೊಳ್ಳಬೇಕು ಎಂದು ಜೆಡಿಎಸ್ ಮುಖಂಡ ಶ್ರೀನಿವಾಸ್ ಗೌಡ ತಿಳಿಸಿದರು. ಶ್ರೀರಂಗಪಟ್ಟಣದ ಸ್ಟೇಡಿಯಂನಲ್ಲಿ ನಡೆದ ಕ್ರೀಡಾಕೂಟವನ್ನು ಉದ್ಘಾಟಿಸಿ ಮಾತನಾಡಿದ ಅವರು, ಕ್ರೀಡೆಯು ಮನುಷ್ಯನನ್ನು ದೈಹಿಕವಾಗಿ ಮತ್ತು ಮಾನಸಿಕವಾಗಿ ಸದೃಢಗೊಳಿಸುತ್ತದೆ. ಸೋಲು ಗೆಲುವು ಮುಖ್ಯವಲ್ಲ, ಭಾಗವಹಿಸುವುದು ಮುಖ್ಯ. ಕ್ರೀಡಾಪಟುಗಳು ಕ್ರೀಡಾ ಮನೋಭಾವದಿಂದ ಆಟವಾಡಬೇಕು. ಸರ್ಕಾರ ಕ್ರೀಡಾಪಟುಗಳಿಗೆ ಅಗತ್ಯ ಸೌಲಭ್ಯ ಒದಗಿಸಬೇಕು ಎಂದರು. — [690, 1313, 890, 1424]
mla-photo — [1000, 96, 1302, 328]
youth-photo — [898, 1050, 1098, 1160]
protest-photo — [488, 498, 873, 668]
swamiji-headline: ಸದೃಢ ಸಮಾಜ ನಿರ್ಮಾಣದ ಕೆಲಸವಾಗಲಿ — [40, 1620, 562, 1666]
col1-story1-headline: ವಿದ್ಯಾರ್ಥಿಗಳಿಗೆ ಲೇಖನ ಸಾಮಗ್ರಿ ವಿತರಣೆ — [45, 159, 263, 179]
protest-box — [488, 672, 873, 850]
paper-tagline: ರಾಷ್ಟ್ರ ಜಾಗೃತಿಯ ಸ್ವರ — [1125, 44, 1187, 54]
hand-icon — [38, 92, 90, 144]
sports-photo-main — [898, 1314, 1098, 1424]
youth-body: ಮಂಡ್ಯ: ಯುವ ಬ್ರಿಗೇಡ್ ಹಾಗೂ ಸೋದರಿ ನಿವೇದಿತಾ ಪ್ರತಿಷ್ಠಾನದ ಕಾರ್ಯಕರ್ತರು ನಗರದ ಹಾಲಹಳ್ಳಿ ಬಡಾವಣೆಯಲ್ಲಿರುವ ಶ್ರೀ ಮಹದೇಶ್ವರಸ್ವಾಮಿ ದೇವಾಲಯದ ಆವರಣವನ್ನು ಸ್ವಚ್ಛತಾ ಕಾರ್ಯ ನಡೆಸಿದರು. ದೇವಾಲಯದ ಆವರಣದಲ್ಲಿ ಬೆಳೆದಿದ್ದ ಕಳೆ ಗಿಡಗಳನ್ನು ತೆರವುಗೊಳಿಸಿ, ಪ್ಲಾಸ್ಟಿಕ್ ತ್ಯಾಜ್ಯಗಳನ್ನು ಸಂಗ್ರಹಿಸಿ ವಿಲೇವಾರಿ ಮಾಡಿದರು. ಬಳಿಕ ಕಾರ್ಯಕರ್ತರು ಮಾತನಾಡಿ, ದೇವಾಲಯಗಳ ಸ್ವಚ್ಛತೆ ಕಾಪಾಡುವುದು ಪ್ರತಿಯೊಬ್ಬರ ಕರ್ತವ್ಯ. ನಗರದ ಮಾಜಿ ಸದಸ್ಯ ಶಿವಕುಮಾರ್ ಮಾತನಾಡಿ, ಸರ್ಕಾರಿ ಸೇವೆಗೆ ಹಿರಿಯ ನಾಗರಿಕರು ಹಾಗೂ ಯುವಕರು ಕೈಜೋಡಿಸಬೇಕು ಎಂದರು. — [690, 1049, 890, 1160]
pooja-box — [486, 1176, 664, 1214]
protest-body: ಮಳವಳ್ಳಿ: ಪವಿತ್ರ ಧಾರ್ಮಿಕ ಕ್ಷೇತ್ರದ ಮೇಲೆ ಹಸಿಸುಳ್ಳು ಹಬ್ಬಿಸಿ ಅಪಪ್ರಚಾರ ಮಾಡುತ್ತಿರುವ ಕಿಡಿಗೇಡಿಗಳನ್ನು ಗಡಿಪಾರು ಮಾಡಬೇಕು ಹಾಗೂ ಹಿಂದೂಗಳ ಧಾರ್ಮಿಕ ನಂಬಿಕೆಗೆ ಧಕ್ಕೆ ತರುತ್ತಿರುವ ದುಷ್ಕರ್ಮಿಗಳ ವಿರುದ್ಧ ಕಾನೂನು ಕ್ರಮ ಕೈಗೊಳ್ಳಬೇಕು ಎಂದು ಆಗ್ರಹಿಸಿ ಪಟ್ಟಣದಲ್ಲಿ ಮರಾಠಿಗರು ಹಾಗೂ ಹಿಂದೂಪರ ಸಂಘಟನೆಗಳ ಕಾರ್ಯಕರ್ತರು ಪ್ರತಿಭಟನೆ ನಡೆಸಿದರು. ಪಟ್ಟಣದ ಪ್ರವಾಸಿ ಮಂದಿರದಿಂದ ಮೆರವಣಿಗೆ ಹೊರಟ ಪ್ರತಿಭಟನಾಕಾರರು ಪ್ರಮುಖ ಬೀದಿಗಳಲ್ಲಿ ಸಂಚರಿಸಿ ತಾಲೂಕು ಕಚೇರಿ ತಲುಪಿದರು. ತಾಲೂಕು ಕಚೇರಿ ಎದುರು ಧರಣಿ ನಡೆಸಿ ಘೋಷಣೆ ಕೂಗಿದರು. ಈ ಸಂದರ್ಭದಲ್ಲಿ ಮುಖಂಡರು ಮಾತನಾಡಿ, ಕೆಲವು ಕಿಡಿಗೇಡಿಗಳು ಸಾಮಾಜಿಕ ಜಾಲತಾಣಗಳಲ್ಲಿ ಧಾರ್ಮಿಕ ಕ್ಷೇತ್ರದ ವಿರುದ್ಧ ಸುಳ್ಳು ಸುದ್ದಿ ಹರಡಿ ಭಕ್ತರ ಭಾವನೆಗೆ ಧಕ್ಕೆ ತರುತ್ತಿದ್ದಾರೆ. ಇಂತಹವರ ವಿರುದ್ಧ ಸರ್ಕಾರ ಕೂಡಲೇ ಕಠಿಣ ಕ್ರಮ ಕೈಗೊಳ್ಳಬೇಕು. ಇಲ್ಲದಿದ್ದರೆ ರಾಜ್ಯಾದ್ಯಂತ ಉಗ್ರ ಹೋರಾಟ ನಡೆಸಲಾಗುವುದು ಎಂದು ಎಚ್ಚರಿಸಿದರು. ನಂತರ ತಹಶೀಲ್ದಾರ್ ಅವರಿಗೆ ಮನವಿ ಪತ್ರ ಸಲ್ಲಿಸಿದರು. ಪ್ರತಿಭಟನೆಯಲ್ಲಿ ಪಾಲ್ಗೊಂಡಿದ್ದ ಮುಖಂಡರು, ಕಾರ್ಯಕರ್ತರು, ಮಹಿಳೆಯರು ಹಾಗೂ ಭಕ್ತರು ಪಾಲ್ಗೊಂಡಿದ್ದರು. ಸಂಘಟನೆಯ ಪದಾಧಿಕಾರಿಗಳು ಈ ಕುರಿತು ರಾಜ್ಯ ಸರ್ಕಾರದ ಗಮನ ಸೆಳೆದು ಸೂಕ್ತ ತನಿಖೆಗೆ ಒತ್ತಾಯಿಸಿದರು. ಈ ಹೋರಾಟ ಮುಂದುವರಿಯಲಿದೆ ಎಂದರು. — [288, 496, 480, 721]
youth-headline: ಯುವ ಬ್ರಿಗೇಡ್‌ನಿಂದ ದೇವಾಲಯ ಸ್ವಚ್ಛತೆ — [690, 1000, 1302, 1043]
issue-day: ಭಾನುವಾರ — [75, 12, 120, 27]
students-caption: ಕೃಷ್ಣರಾಜಪೇಟೆ ತಾಲೂಕಿನ ಸಂತೇಬಾಚಹಳ್ಳಿ ಹೋಬಳಿಯ ಅಘಲಯ ಗ್ರಾಮದ ಸರ್ಕಾರಿ ಪ್ರೌಢಶಾಲೆ ಮತ್ತು ಪ್ರಾಥಮಿಕ ಶಾಲೆಯ ಎಲ್ಲಾ ವಿದ್ಯಾರ್ಥಿಗಳಿಗೆ ಬೆಂಗಳೂರಿನ ಅಂತರಾಳ ಚಾರಿಟೆಬಲ್ ಟ್ರಸ್ಟ್ ವತಿಯಿಂದ ಅಧ್ಯಕ್ಷರಾದ ಅನುರಾಧಾ ವಿಜಯರಾಘವನ್ ನೇತೃತ್ವದಲ್ಲಿ ಉಚಿತ ನೋಟ್ ಬುಕ್ ಹಾಗೂ ಲೇಖನ ಸಾಮಗ್ರಿ ವಿತರಣೆ ಮಾಡಿ, ಪ್ರತಿಭಾವಂತ ವಿದ್ಯಾರ್ಥಿಗಳಿಗೆ ನಗದು ಪುರಸ್ಕಾರ ನೀಡಿ ಗೌರವಿಸಲಾಯಿತು. — [288, 269, 612, 337]
youth-body-2: ಯುವಕರಲ್ಲಿ ಈ ಬಗ್ಗೆ ಜಾಗೃತಿ ಮೂಡಿಸುವ ಉದ್ದೇಶದಿಂದ ಪ್ರತಿ ತಿಂಗಳು ಒಂದು ದೇವಾಲಯವನ್ನು ಸ್ವಚ್ಛಗೊಳಿಸುವ ಕಾರ್ಯವನ್ನು ಹಮ್ಮಿಕೊಳ್ಳಲಾಗಿದೆ. ಸಾರ್ವಜನಿಕರು ಈ ಕಾರ್ಯಕ್ಕೆ ಸಹಕಾರ ನೀಡಬೇಕು ಎಂದರು. ಯುವ ಬ್ರಿಗೇಡ್ ಕಾರ್ಯಕರ್ತರು, ಪ್ರತಿಷ್ಠಾನದ ಸದಸ್ಯರು ಹಾಗೂ ಸ್ಥಳೀಯರು ಪಾಲ್ಗೊಂಡಿದ್ದರು. — [898, 1167, 1098, 1228]
students-photo — [288, 96, 626, 264]
sports-body-2: ಆರೋಗ್ಯದ ಬಗ್ಗೆಯೂ ನಿರ್ಲಕ್ಷ್ಯ ವಹಿಸುತ್ತಿದ್ದಾರೆ. ಯುವಕರು ಮೊಬೈಲ್ ಗೀಳಿನಿಂದ ದೂರವಿದ್ದು, ಕ್ರೀಡೆಗಳಲ್ಲಿ ಪಾಲ್ಗೊಳ್ಳಬೇಕು. ಗ್ರಾಮೀಣ ಪ್ರತಿಭೆಗಳನ್ನು ಗುರುತಿಸಿ ಪ್ರೋತ್ಸಾಹಿಸುವ ಕೆಲಸವಾಗಬೇಕು. ಕ್ರೀಡಾಕೂಟದಲ್ಲಿ ಕಬಡ್ಡಿ, ವಾಲಿಬಾಲ್, ಖೋಖೋ, ಓಟ ಸೇರಿದಂತೆ ವಿವಿಧ ಸ್ಪರ್ಧೆಗಳು ನಡೆದವು. ವಿಜೇತರಿಗೆ ಬಹುಮಾನ ವಿತರಿಸಲಾಯಿತು. — [898, 1431, 1098, 1492]
pooja-headline: ದೇವಾಲಯಗಳಲ್ಲಿ ವಿಶೇಷ ಪೂಜೆ — [292, 998, 662, 1037]
jds-headline: ಆ.30, 31ಕ್ಕೆ ಜನರೊಂದಿಗೆ ಜನತಾದಳ ಅಭಿಯಾನ — [890, 402, 1248, 465]
protest-body-3: ಸಂತೋಷ್ ಶೆಟ್ಟಿ, ಗಿರೀಶ್, ಮಲ್ಲಿಕಾರ್ಜುನ್, ಮಹೇಶ್, ಶಿವಕುಮಾರ್, ಸುರೇಶ್, ಸತೀಶ್ ಸೇರಿದಂತೆ ಹಲವು ಮುಖಂಡರು, ಕಾರ್ಯಕರ್ತರು ಹಾಗೂ ಭಕ್ತರು ಪಾಲ್ಗೊಂಡಿದ್ದರು. ಪ್ರತಿಭಟನೆಯ ವೇಳೆ ಪೊಲೀಸರು ಸೂಕ್ತ ಬಂದೋಬಸ್ತ್ ಏರ್ಪಡಿಸಿದ್ದರು. ಈ ವೇಳೆ ಕೆಲ ಕಾಲ ಸಂಚಾರ ವ್ಯತ್ಯಯವಾಯಿತು. — [684, 855, 873, 916]
swamiji-kicker: ಆದಿಚುಂಚನಗಿರಿ ಮಠದ ಪ್ರಧಾನ ಕಾರ್ಯದರ್ಶಿ ಶ್ರೀ ಪ್ರಸನ್ನನಾಥ ಸ್ವಾಮೀಜಿ ಕರೆ — [40, 1598, 381, 1614]
pooja-photo-2 — [384, 1045, 664, 1163]
col1-story3-body: ಮಂಡ್ಯ: ತಾಲೂಕಿನ ಬಸರಾಳು ಗ್ರಾಮದ ಶ್ರೀ ವೀರಭದ್ರೇಶ್ವರಸ್ವಾಮಿ ದೇವಾಲಯದಲ್ಲಿ ಆ.19ರಂದು 7ನೇ ವರ್ಷದ ಶ್ರೀ ವೀರಭದ್ರಸ್ವಾಮಿಯ ಜನ್ಮೋತ್ಸವ ಕಾರ್ಯಕ್ರಮ ಶ್ರದ್ಧಾಭಕ್ತಿಯಿಂದ ನಡೆಯಿತು. ಬೆಳಗ್ಗೆ ಸ್ವಾಮಿಗೆ ವಿಶೇಷ ಅಭಿಷೇಕ, ಅಲಂಕಾರ, ಮಹಾಮಂಗಳಾರತಿ ನೆರವೇರಿಸಲಾಯಿತು. ಮಧ್ಯಾಹ್ನ 12 ಗಂಟೆಗೆ ಮಹಾಮಂಗಳಾರತಿ ಬಳಿಕ ಭಕ್ತರಿಗೆ ಅನ್ನಸಂತರ್ಪಣೆ ನಡೆಯಿತು. ಸಂಜೆ ವೀರಗಾಸೆ ಕುಣಿತ, ಪುರವಂತಿಕೆ ಹಾಗೂ ಮಂಗಳವಾದ್ಯದೊಂದಿಗೆ ಸ್ವಾಮಿಯ ಉತ್ಸವ ಗ್ರಾಮದ ಪ್ರಮುಖ ಬೀದಿಗಳಲ್ಲಿ ಸಂಚರಿಸಿತು. ರಾತ್ರಿ 9 ಗಂಟೆಗೆ ಕೊಂಡೋತ್ಸವ ನಡೆಯಿತು. ಈ ಸಂದರ್ಭದಲ್ಲಿ ದೇವಾಲಯ ಸಮಿತಿ ಪದಾಧಿಕಾರಿಗಳು, ಗ್ರಾಮದ ಮುಖಂಡರು ಹಾಗೂ ಸುತ್ತಮುತ್ತಲ ಗ್ರಾಮಗಳ ನೂರಾರು ಭಕ್ತರು ಪಾಲ್ಗೊಂಡು ಸ್ವಾಮಿಯ ದರ್ಶನ ಪಡೆದು ಕೃತಾರ್ಥರಾದರು. ಸುತ್ತಮುತ್ತಲ ಗ್ರಾಮಗಳಿಂದ ಆಗಮಿಸಿದ್ದ ಭಕ್ತರಿಗೆ ಪ್ರಸಾದ ವಿನಿಯೋಗ ಮಾಡಲಾಯಿತು. — [40, 1263, 268, 1399]
clinic-body: ಶ್ರೀರಂಗಪಟ್ಟಣ: ಪಟ್ಟಣ ಪುರಸಭಾ ವ್ಯಾಪ್ತಿಯ ಗಂಜಾಂನ ಶ್ರೀ ನಿಮಿಷಾಂಬ ದೇವಸ್ಥಾನ ಬಳಿ ನೂತನವಾಗಿ ಆರಂಭಗೊಂಡ ನಮ್ಮ ಕ್ಲಿನಿಕ್ ಅನ್ನು ಶಾಸಕ ರಮೇಶ್ ಬಾಬು ಬಂಡಿಸಿದ್ದೇಗೌಡ ಉದ್ಘಾಟಿಸಿದರು. ನಂತರ ಅವರು ಮಾತನಾಡಿ, ಸ್ಥಳೀಯವಾಗಿ ಜನರಿಗೆ ಉತ್ತಮ ಆರೋಗ್ಯ ಸೇವೆ ನೀಡುವ ಉದ್ದೇಶದಿಂದ ಸರ್ಕಾರ ನಮ್ಮ ಕ್ಲಿನಿಕ್ ಗಳನ್ನು ಆರಂಭಿಸಿದೆ. ಸಾರ್ವಜನಿಕರು ಇದರ ಸದುಪಯೋಗ ಪಡೆದುಕೊಳ್ಳಬೇಕು. ಗಂಜಾಂ ಭಾಗದ ಜನರು ಚಿಕಿತ್ಸೆಗಾಗಿ ದೂರದ ಆಸ್ಪತ್ರೆಗೆ ತೆರಳುವುದು ತಪ್ಪಲಿದೆ. ಈ ಕ್ಲಿನಿಕ್ ನಲ್ಲಿ ವೈದ್ಯರು, ಶುಶ್ರೂಷಕರು ಹಾಗೂ ಅಗತ್ಯ ಔಷಧಿಗಳು ಲಭ್ಯವಿದ್ದು, ರಕ್ತ ಪರೀಕ್ಷೆ ಸೇರಿದಂತೆ ವಿವಿಧ ತಪಾಸಣೆಗಳನ್ನು ಉಚಿತವಾಗಿ ನಡೆಸಲಾಗುತ್ತದೆ ಎಂದರು. ತಾಲೂಕು ಆರೋಗ್ಯಾಧಿಕಾರಿ ಡಾ.ಕೆ.ಮೋಹನ್ ಮಾತನಾಡಿ, ನಮ್ಮ ಕ್ಲಿನಿಕ್ ನಲ್ಲಿ ಗರ್ಭಿಣಿಯರ ಆರೈಕೆ, ನವಜಾತ ಶಿಶುಗಳ ಆರೈಕೆ, ಮಕ್ಕಳ ಲಸಿಕೆ, ಸಾಂಕ್ರಾಮಿಕ ರೋಗಗಳ ನಿಯಂತ್ರಣ, ಮಧುಮೇಹ ಹಾಗೂ ರಕ್ತದೊತ್ತಡ ತಪಾಸಣೆ ಸೇರಿದಂತೆ 12 ಬಗೆಯ ಆರೋಗ್ಯ ಸೇವೆಗಳು ಲಭ್ಯವಿವೆ. ಬೆಳಗ್ಗೆ 9 ರಿಂದ ಸಂಜೆ 4.30 ರವರೆಗೆ ಕ್ಲಿನಿಕ್ ಕಾರ್ಯನಿರ್ವಹಿಸಲಿದೆ ಎಂದು ತಿಳಿಸಿದರು. ಪುರಸಭೆ ಅಧ್ಯಕ್ಷರು, ಸದಸ್ಯರು, ಮುಖಂಡರು ಹಾಗೂ ಆರೋಗ್ಯ ಇಲಾಖೆ ಸಿಬ್ಬಂದಿ ಇದ್ದರು. — [640, 121, 980, 245]
palanquin-kicker-right: ಶ್ರೀರಾಮ ತಾರಕ ಹೋಮ — [980, 1600, 1067, 1613]
section-title: ಮಂಡ್ಯ — [480, 4, 600, 67]
issue-city: ಬೆಂಗಳೂರು — [125, 48, 163, 59]
